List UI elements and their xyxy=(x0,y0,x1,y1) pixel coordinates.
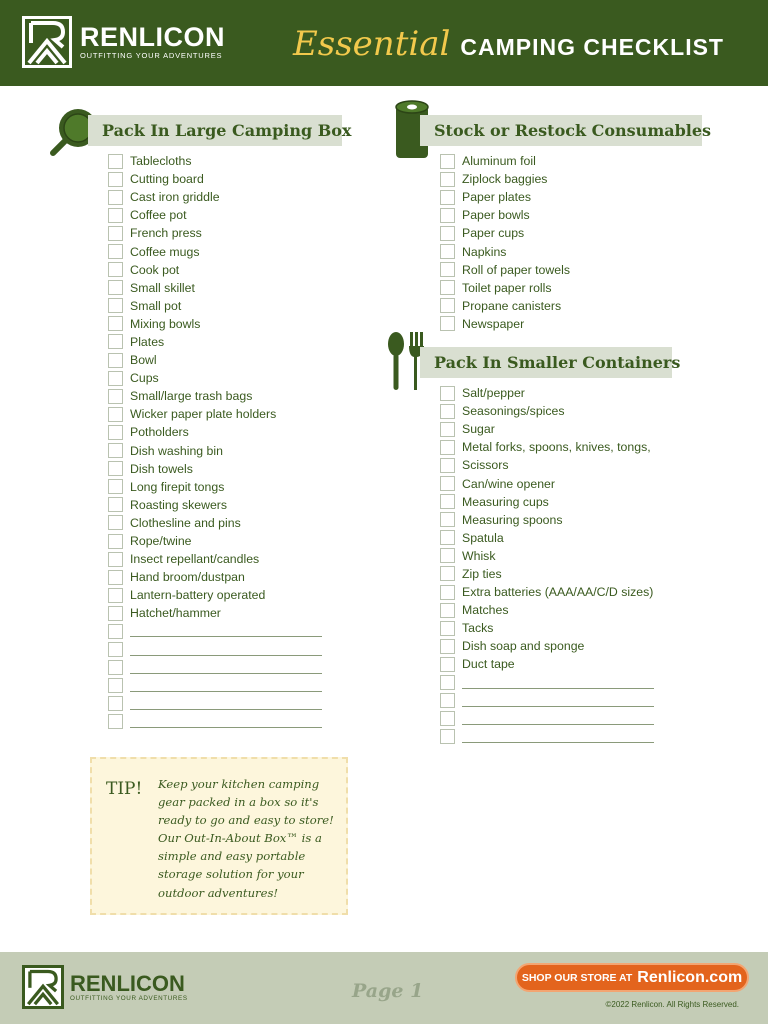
blank-item[interactable] xyxy=(108,641,322,659)
checkbox[interactable] xyxy=(108,316,123,331)
list-item[interactable]: Cook pot xyxy=(108,261,322,279)
checkbox[interactable] xyxy=(108,208,123,223)
checklist-large-box xyxy=(108,152,322,731)
footer-logo[interactable] xyxy=(22,965,188,1009)
blank-line[interactable] xyxy=(462,677,654,689)
checkbox[interactable] xyxy=(108,696,123,711)
page-number: Page 1 xyxy=(352,980,424,1002)
checkbox[interactable] xyxy=(440,675,455,690)
checkbox[interactable] xyxy=(108,606,123,621)
checkbox[interactable] xyxy=(440,440,455,455)
list-item[interactable]: Dish washing bin xyxy=(108,442,322,460)
checklist-small-containers xyxy=(440,384,654,746)
checkbox[interactable] xyxy=(108,244,123,259)
checklist-consumables xyxy=(440,152,570,333)
checkbox[interactable] xyxy=(440,404,455,419)
footer-tagline: OUTFITTING YOUR ADVENTURES xyxy=(70,995,188,1002)
blank-line[interactable] xyxy=(130,625,322,637)
list-item[interactable]: Duct tape xyxy=(440,655,654,673)
checkbox[interactable] xyxy=(440,262,455,277)
blank-item[interactable] xyxy=(440,710,654,728)
list-item[interactable]: Small/large trash bags xyxy=(108,387,322,405)
list-item[interactable]: Paper bowls xyxy=(440,206,570,224)
checkbox[interactable] xyxy=(440,172,455,187)
checkbox[interactable] xyxy=(108,497,123,512)
checkbox[interactable] xyxy=(108,172,123,187)
checkbox[interactable] xyxy=(108,570,123,585)
checkbox[interactable] xyxy=(108,298,123,313)
list-item[interactable]: Potholders xyxy=(108,423,322,441)
checkbox[interactable] xyxy=(108,642,123,657)
checkbox[interactable] xyxy=(440,548,455,563)
section-header-consumables xyxy=(420,115,712,146)
checkbox[interactable] xyxy=(440,208,455,223)
page-footer xyxy=(0,952,768,1024)
blank-item[interactable] xyxy=(440,674,654,692)
checkbox[interactable] xyxy=(108,154,123,169)
list-item[interactable]: Aluminum foil xyxy=(440,152,570,170)
list-item[interactable]: Newspaper xyxy=(440,315,570,333)
checkbox[interactable] xyxy=(440,621,455,636)
list-item[interactable]: Roasting skewers xyxy=(108,496,322,514)
list-item[interactable]: Napkins xyxy=(440,242,570,260)
list-item[interactable]: Hand broom/dustpan xyxy=(108,568,322,586)
list-item[interactable]: Dish towels xyxy=(108,460,322,478)
checkbox[interactable] xyxy=(108,425,123,440)
checkbox[interactable] xyxy=(108,371,123,386)
checkbox[interactable] xyxy=(108,534,123,549)
list-item[interactable]: Sugar xyxy=(440,420,654,438)
checkbox[interactable] xyxy=(440,566,455,581)
list-item[interactable]: Long firepit tongs xyxy=(108,478,322,496)
list-item[interactable]: Cast iron griddle xyxy=(108,188,322,206)
checkbox[interactable] xyxy=(440,316,455,331)
logo-mountain-icon xyxy=(22,965,64,1009)
list-item[interactable]: Cups xyxy=(108,369,322,387)
checkbox[interactable] xyxy=(108,461,123,476)
blank-item[interactable] xyxy=(108,695,322,713)
checkbox[interactable] xyxy=(108,714,123,729)
list-item[interactable]: Lantern-battery operated xyxy=(108,586,322,604)
checkbox[interactable] xyxy=(108,389,123,404)
checkbox[interactable] xyxy=(108,678,123,693)
checkbox[interactable] xyxy=(440,476,455,491)
page-title xyxy=(293,24,724,64)
list-item[interactable]: Spatula xyxy=(440,529,654,547)
checkbox[interactable] xyxy=(108,660,123,675)
list-item[interactable]: Clothesline and pins xyxy=(108,514,322,532)
list-item[interactable]: Cutting board xyxy=(108,170,322,188)
list-item[interactable]: Metal forks, spoons, knives, tongs, xyxy=(440,438,654,456)
list-item[interactable]: Propane canisters xyxy=(440,297,570,315)
list-item[interactable]: Plates xyxy=(108,333,322,351)
list-item[interactable]: Measuring cups xyxy=(440,493,654,511)
title-script: Essential xyxy=(292,24,451,64)
checkbox[interactable] xyxy=(440,729,455,744)
shop-store-button[interactable] xyxy=(515,963,749,992)
checkbox[interactable] xyxy=(108,190,123,205)
shop-label: SHOP OUR STORE AT xyxy=(521,971,633,984)
checkbox[interactable] xyxy=(108,262,123,277)
brand-logo[interactable] xyxy=(22,16,225,68)
blank-line[interactable] xyxy=(130,644,322,656)
list-item[interactable]: Mixing bowls xyxy=(108,315,322,333)
checkbox[interactable] xyxy=(108,479,123,494)
checkbox[interactable] xyxy=(108,588,123,603)
list-item[interactable]: Hatchet/hammer xyxy=(108,604,322,622)
checkbox[interactable] xyxy=(108,443,123,458)
page-header xyxy=(0,0,768,86)
list-item[interactable]: Salt/pepper xyxy=(440,384,654,402)
checkbox[interactable] xyxy=(440,458,455,473)
list-item[interactable]: Small skillet xyxy=(108,279,322,297)
list-item[interactable]: Scissors xyxy=(440,456,654,474)
section-title: Stock or Restock Consumables xyxy=(434,121,712,140)
footer-brand: RENLICON xyxy=(70,971,185,996)
checkbox[interactable] xyxy=(108,280,123,295)
blank-item[interactable] xyxy=(108,677,322,695)
blank-line[interactable] xyxy=(130,662,322,674)
checkbox[interactable] xyxy=(440,585,455,600)
list-item[interactable]: Wicker paper plate holders xyxy=(108,405,322,423)
checkbox[interactable] xyxy=(108,624,123,639)
checkbox[interactable] xyxy=(440,512,455,527)
copyright: ©2022 Renlicon. All Rights Reserved. xyxy=(605,1000,739,1009)
blank-line[interactable] xyxy=(130,716,322,728)
checkbox[interactable] xyxy=(108,515,123,530)
checkbox[interactable] xyxy=(440,386,455,401)
blank-line[interactable] xyxy=(130,680,322,692)
checkbox[interactable] xyxy=(440,190,455,205)
checkbox[interactable] xyxy=(440,226,455,241)
checkbox[interactable] xyxy=(440,711,455,726)
checkbox[interactable] xyxy=(440,422,455,437)
section-title: Pack In Smaller Containers xyxy=(434,353,681,372)
blank-item[interactable] xyxy=(440,692,654,710)
checkbox[interactable] xyxy=(440,154,455,169)
brand-name: RENLICON xyxy=(80,22,225,52)
checkbox[interactable] xyxy=(108,353,123,368)
checkbox[interactable] xyxy=(440,639,455,654)
list-item[interactable]: Bowl xyxy=(108,351,322,369)
section-title: Pack In Large Camping Box xyxy=(102,121,352,140)
list-item[interactable]: Coffee mugs xyxy=(108,242,322,260)
list-item[interactable]: Insect repellant/candles xyxy=(108,550,322,568)
blank-item[interactable] xyxy=(108,713,322,731)
checkbox[interactable] xyxy=(440,657,455,672)
list-item[interactable]: Roll of paper towels xyxy=(440,261,570,279)
shop-link[interactable]: Renlicon.com xyxy=(637,968,743,986)
checkbox[interactable] xyxy=(108,226,123,241)
checkbox[interactable] xyxy=(440,693,455,708)
list-item[interactable]: Small pot xyxy=(108,297,322,315)
checkbox[interactable] xyxy=(440,603,455,618)
list-item[interactable]: Whisk xyxy=(440,547,654,565)
checkbox[interactable] xyxy=(440,530,455,545)
list-item[interactable]: Extra batteries (AAA/AA/C/D sizes) xyxy=(440,583,654,601)
blank-item[interactable] xyxy=(440,728,654,746)
blank-line[interactable] xyxy=(462,731,654,743)
title-main: CAMPING CHECKLIST xyxy=(460,34,724,60)
list-item[interactable]: Ziplock baggies xyxy=(440,170,570,188)
list-item[interactable]: Toilet paper rolls xyxy=(440,279,570,297)
checkbox[interactable] xyxy=(108,552,123,567)
list-item[interactable]: French press xyxy=(108,224,322,242)
list-item[interactable]: Tablecloths xyxy=(108,152,322,170)
blank-line[interactable] xyxy=(130,698,322,710)
tip-label: TIP! xyxy=(106,779,143,799)
list-item[interactable]: Rope/twine xyxy=(108,532,322,550)
list-item[interactable]: Dish soap and sponge xyxy=(440,637,654,655)
checkbox[interactable] xyxy=(440,244,455,259)
blank-item[interactable] xyxy=(108,622,322,640)
list-item[interactable]: Coffee pot xyxy=(108,206,322,224)
blank-line[interactable] xyxy=(462,695,654,707)
section-header-large-box xyxy=(88,115,352,146)
checkbox[interactable] xyxy=(108,334,123,349)
list-item[interactable]: Paper cups xyxy=(440,224,570,242)
blank-line[interactable] xyxy=(462,713,654,725)
list-item[interactable]: Zip ties xyxy=(440,565,654,583)
tip-box xyxy=(90,757,348,915)
list-item[interactable]: Matches xyxy=(440,601,654,619)
checkbox[interactable] xyxy=(440,298,455,313)
brand-tagline: OUTFITTING YOUR ADVENTURES xyxy=(80,51,223,60)
section-header-small-containers xyxy=(420,347,681,378)
list-item[interactable]: Measuring spoons xyxy=(440,511,654,529)
list-item[interactable]: Paper plates xyxy=(440,188,570,206)
blank-item[interactable] xyxy=(108,659,322,677)
checkbox[interactable] xyxy=(108,407,123,422)
list-item[interactable]: Can/wine opener xyxy=(440,474,654,492)
checkbox[interactable] xyxy=(440,494,455,509)
tip-text: Keep your kitchen camping gear packed in a box so it's ready to go and easy to store! Our Out-In-About Box™ is a simple and easy portable storage solution for your outdoor adventures! xyxy=(158,777,334,900)
logo-mountain-icon xyxy=(22,16,72,68)
list-item[interactable]: Seasonings/spices xyxy=(440,402,654,420)
list-item[interactable]: Tacks xyxy=(440,619,654,637)
checkbox[interactable] xyxy=(440,280,455,295)
